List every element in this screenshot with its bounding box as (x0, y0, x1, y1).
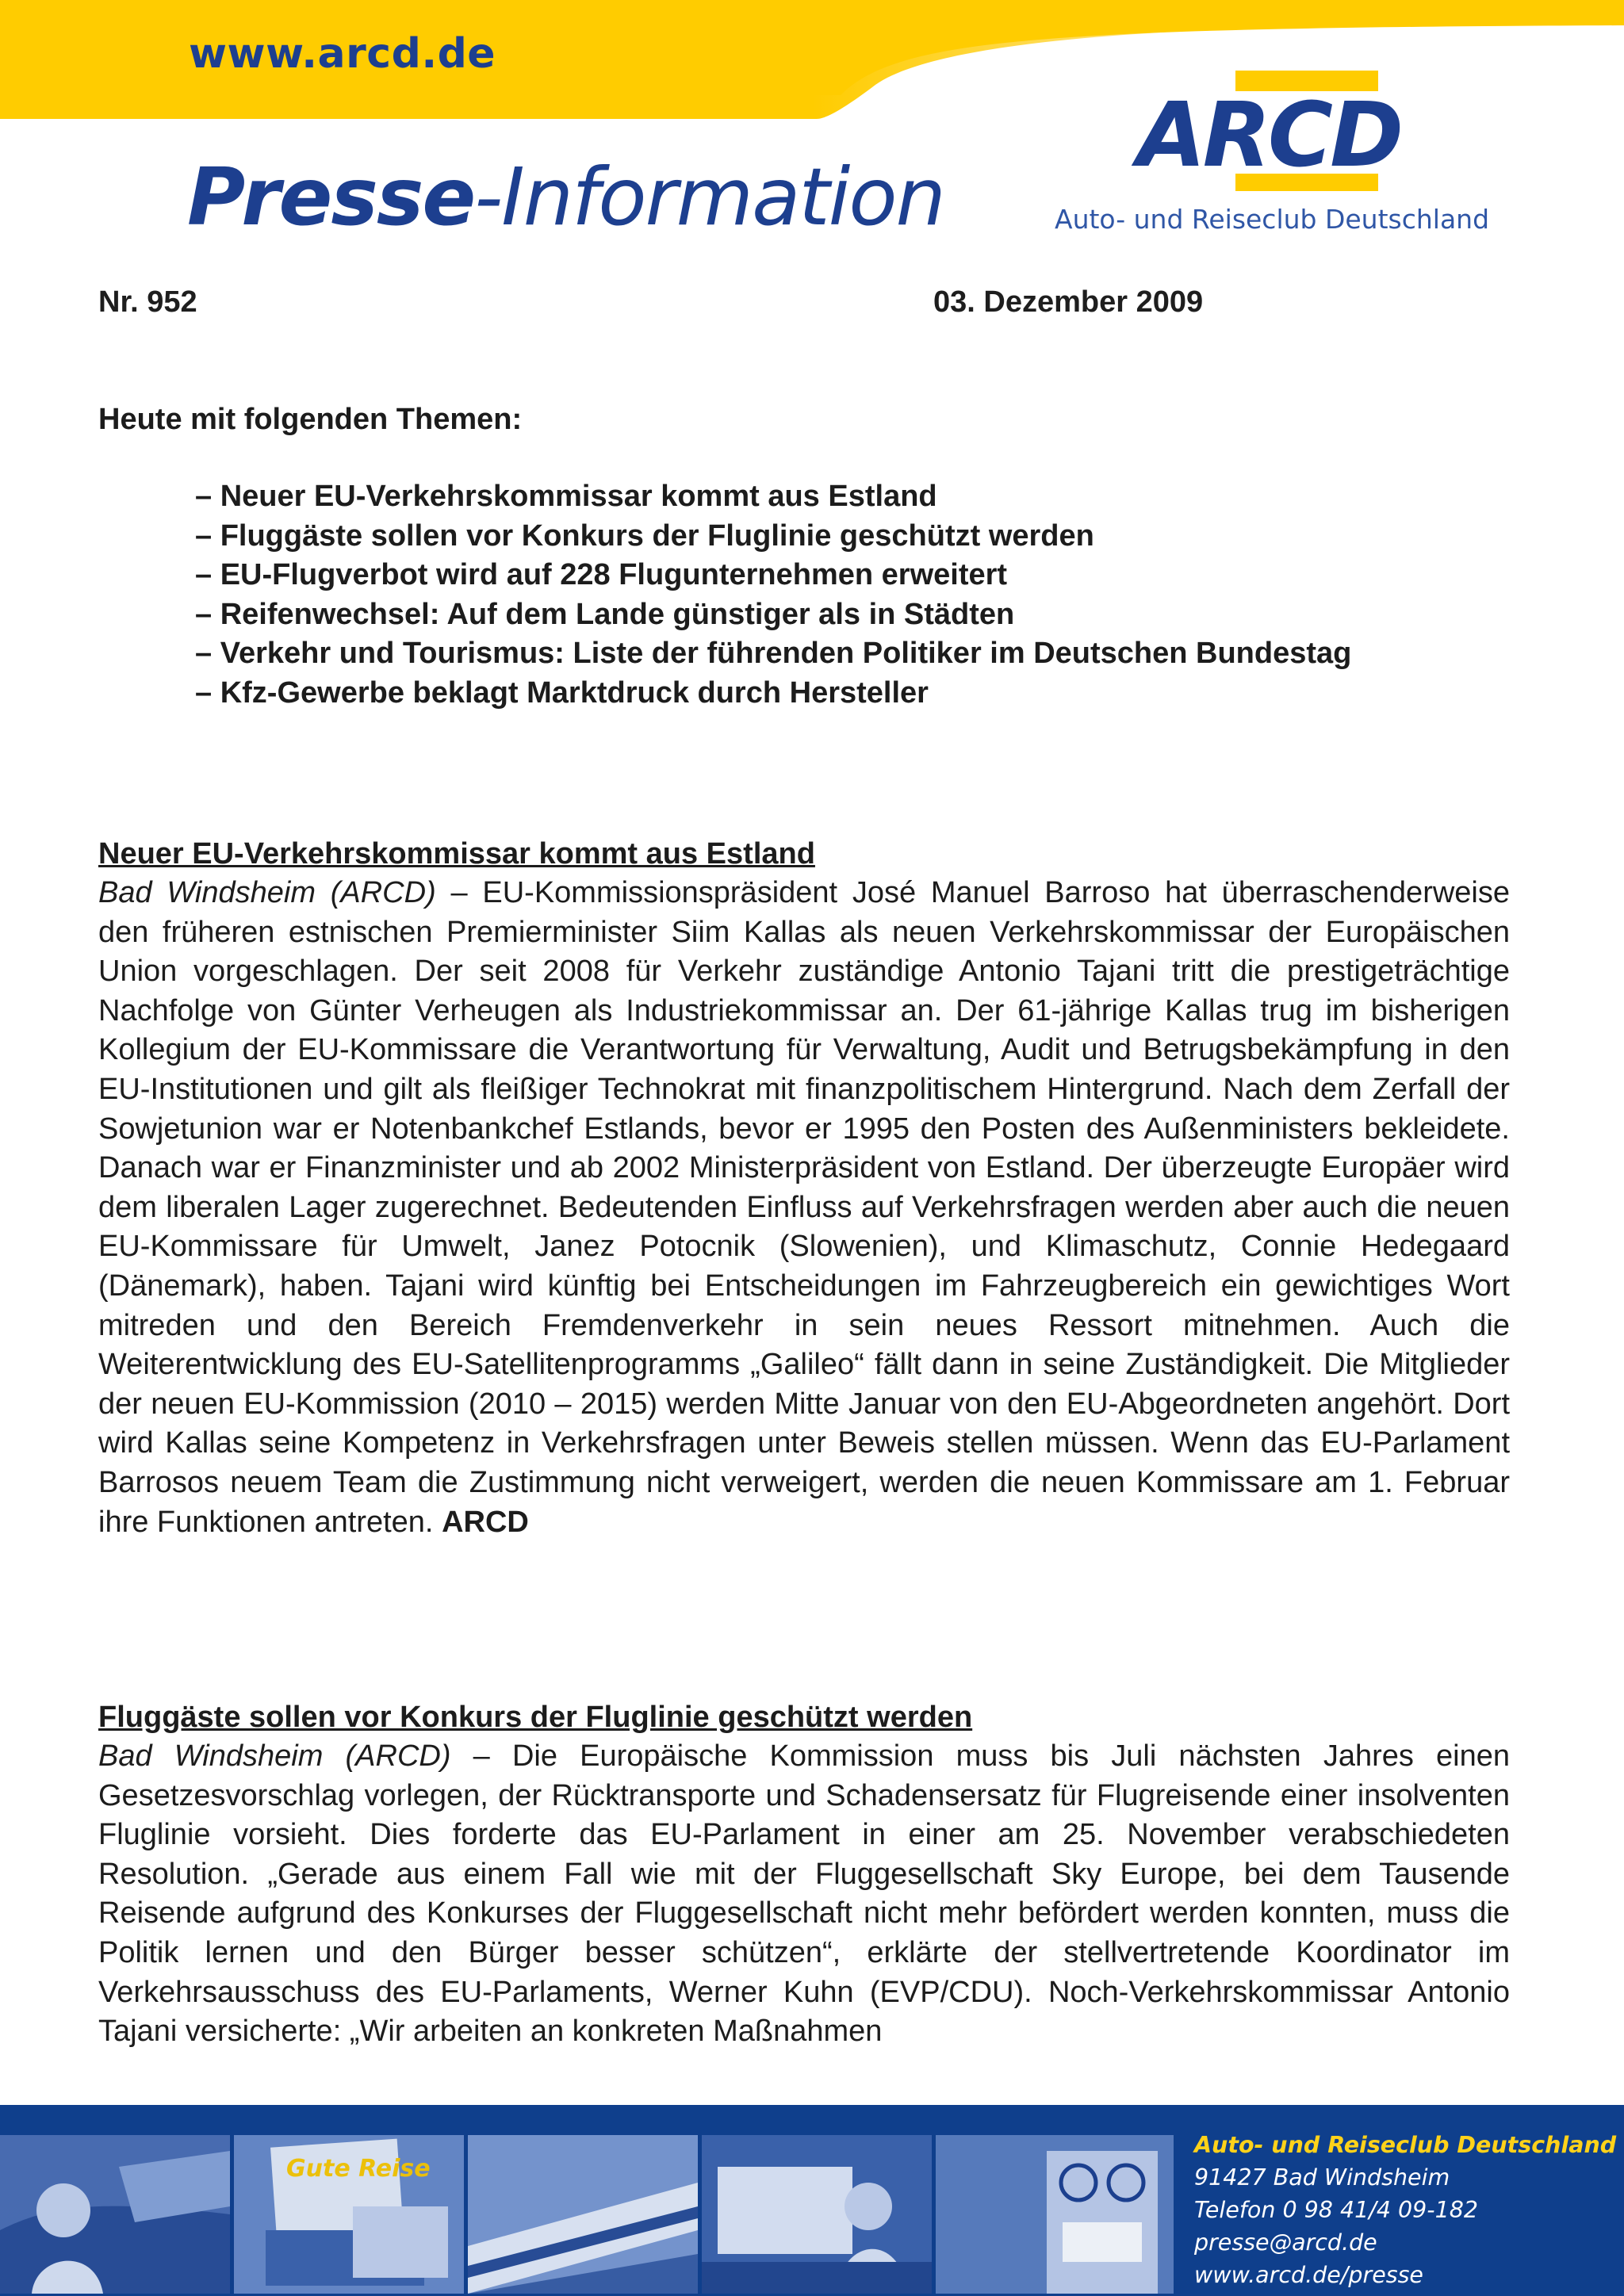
page-title (187, 151, 944, 243)
article (98, 834, 1510, 1542)
footer-photo-rescue (702, 2135, 932, 2294)
footer-contact (1194, 2129, 1617, 2291)
footer-club-name: Auto- und Reiseclub Deutschland (1194, 2132, 1617, 2158)
article-dateline: Bad Windsheim (ARCD) (98, 1739, 451, 1773)
logo-text: ARCD (1136, 84, 1401, 187)
article-body (98, 874, 1510, 1542)
topics-heading: Heute mit folgenden Themen: (98, 403, 523, 436)
press-release-number: Nr. 952 (98, 285, 197, 319)
page-title-rest: -Information (474, 151, 944, 243)
footer-web[interactable]: www.arcd.de/presse (1194, 2262, 1423, 2288)
article-title: Fluggäste sollen vor Konkurs der Fluglinie geschützt werden (98, 1701, 973, 1734)
topic-item: – Verkehr und Tourismus: Liste der führenden Politiker im Deutschen Bundestag (195, 637, 1352, 670)
press-release-date: 03. Dezember 2009 (933, 285, 1204, 319)
magazine-title: Gute Reise (286, 2155, 431, 2183)
topic-item: – Fluggäste sollen vor Konkurs der Fluglinie geschützt werden (195, 519, 1094, 553)
article-text: – EU-Kommissionspräsident José Manuel Barroso hat überraschenderweise den früheren estnischen Premierminister Siim Kallas als neuen Verkehrskommissar der Europäischen Union vorgeschlagen. Der seit 2008 für Verkehr zuständige Antonio Tajani tritt die prestigeträchtige Nachfolge von Günter Verheugen als Industriekommissar an. Der 61-jährige Kallas trug im bisherigen Kollegium der EU-Kommissare die Verantwortung für Verwaltung, Audit und Betrugsbekämpfung in den EU-Institutionen und gilt als fleißiger Technokrat mit finanzpolitischem Hintergrund. Nach dem Zerfall der Sowjetunion war er Notenbankchef Estlands, bevor er 1995 den Posten des Außenministers bekleidete. Danach war er Finanzminister und ab 2002 Ministerpräsident von Estland. Der überzeugte Europäer wird dem liberalen Lager zugerechnet. Bedeutenden Einfluss auf Verkehrsfragen werden aber auch die neuen EU-Kommissare für Umwelt, Janez Potocnik (Slowenien), und Klimaschutz, Connie Hedegaard (Dänemark), haben. Tajani wird künftig bei Entscheidungen im Fahrzeugbereich ein gewichtiges Wort mitreden und den Bereich Fremdenverkehr in sein neues Ressort mitnehmen. Auch die Weiterentwicklung des EU-Satellitenprogramms „Galileo“ fällt dann in seine Zuständigkeit. Die Mitglieder der neuen EU-Kommission (2010 – 2015) werden Mitte Januar von den EU-Abgeordneten angehört. Dort wird Kallas seine Kompetenz in Verkehrsfragen unter Beweis stellen müssen. Wenn das EU-Parlament Barrosos neuem Team die Zustimmung nicht verweigert, werden die neuen Kommissare am 1. Februar ihre Funktionen antreten. (98, 876, 1510, 1539)
footer-address: 91427 Bad Windsheim (1194, 2164, 1450, 2191)
footer-photo-bikes (936, 2135, 1174, 2294)
article-body (98, 1737, 1510, 2052)
footer-email[interactable]: presse@arcd.de (1194, 2229, 1377, 2256)
topic-item: – EU-Flugverbot wird auf 228 Flugunternehmen erweitert (195, 558, 1008, 591)
topics-list (195, 477, 1448, 713)
footer-band (0, 2105, 1624, 2296)
topic-item: – Reifenwechsel: Auf dem Lande günstiger als in Städten (195, 597, 1015, 631)
article-signature: ARCD (442, 1505, 529, 1539)
footer-photo-driver (0, 2135, 230, 2294)
footer-photo-magazine (234, 2135, 464, 2294)
article (98, 1697, 1510, 2052)
footer-phone[interactable]: Telefon 0 98 41/4 09-182 (1194, 2197, 1478, 2223)
topic-item: – Neuer EU-Verkehrskommissar kommt aus Estland (195, 480, 937, 513)
footer-photo-train (468, 2135, 698, 2294)
article-dateline: Bad Windsheim (ARCD) (98, 876, 436, 909)
article-text: – Die Europäische Kommission muss bis Juli nächsten Jahres einen Gesetzesvorschlag vorlegen, der Rücktransporte und Schadensersatz für Flugreisende einer insolventen Fluglinie vorsieht. Dies forderte das EU-Parlament in einer am 25. November verabschiedeten Resolution. „Gerade aus einem Fall wie mit der Fluggesellschaft Sky Europe, bei dem Tausende Reisende aufgrund des Konkurses der Fluggesellschaft nicht mehr befördert werden konnten, muss die Politik lernen und den Bürger besser schützen“, erklärte der stellvertretende Koordinator im Verkehrsausschuss des EU-Parlaments, Werner Kuhn (EVP/CDU). Noch-Verkehrskommissar Antonio Tajani versicherte: „Wir arbeiten an konkreten Maßnahmen (98, 1739, 1510, 2049)
article-title: Neuer EU-Verkehrskommissar kommt aus Estland (98, 837, 815, 871)
logo-subtitle: Auto- und Reiseclub Deutschland (1055, 204, 1490, 235)
topic-item: – Kfz-Gewerbe beklagt Marktdruck durch Hersteller (195, 675, 929, 710)
page-title-bold: Presse (187, 151, 475, 243)
arcd-logo (1086, 67, 1451, 194)
site-url[interactable]: www.arcd.de (189, 30, 496, 78)
